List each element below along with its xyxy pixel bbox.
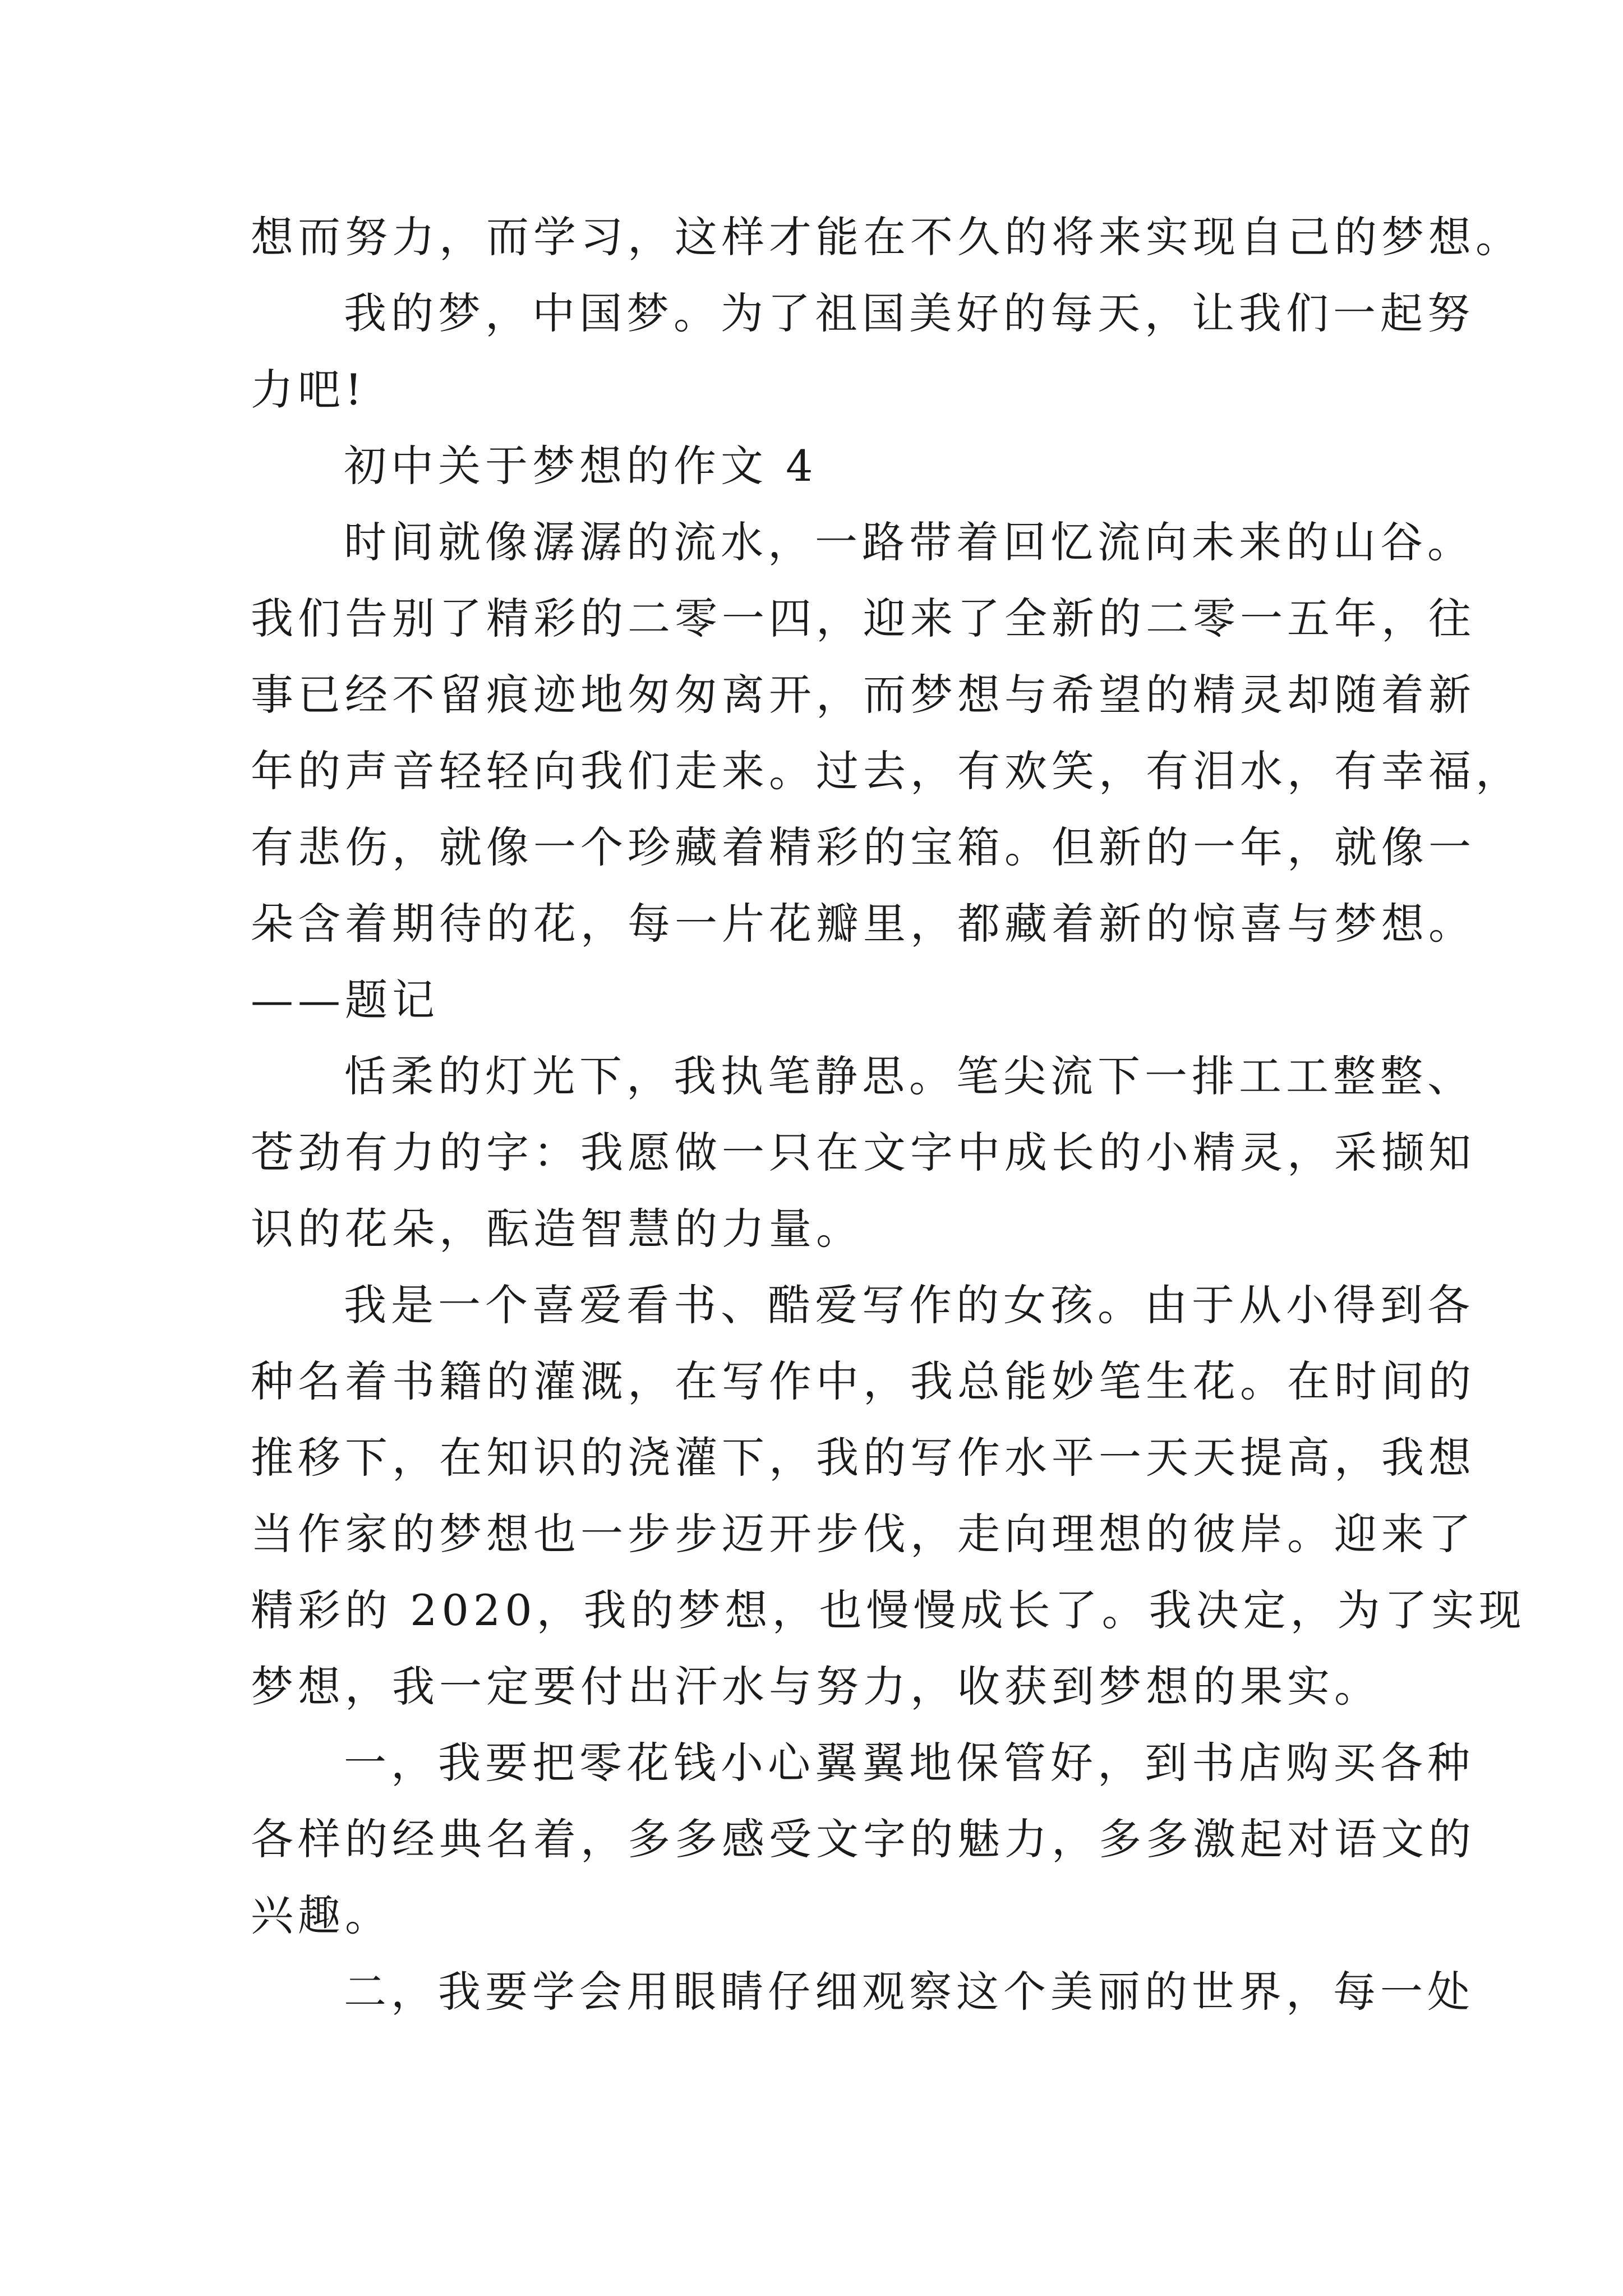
text-line: 年的声音轻轻向我们走来。过去，有欢笑，有泪水，有幸福， — [251, 746, 1523, 796]
section-heading — [251, 428, 1378, 504]
text-line: 想而努力，而学习，这样才能在不久的将来实现自己的梦想。 — [251, 212, 1523, 262]
paragraph-3 — [251, 504, 1523, 1038]
text-line: 有悲伤，就像一个珍藏着精彩的宝箱。但新的一年，就像一 — [251, 822, 1476, 872]
paragraph-6 — [251, 1725, 1476, 1954]
document-body — [251, 199, 1526, 2030]
text-line: 推移下，在知识的浇灌下，我的写作水平一天天提高，我想 — [251, 1433, 1476, 1483]
text-line: 恬柔的灯光下，我执笔静思。笔尖流下一排工工整整、 — [344, 1051, 1474, 1101]
paragraph-7 — [251, 1954, 1474, 2030]
epigraph-signature: ——题记 — [251, 975, 439, 1025]
text-line: 事已经不留痕迹地匆匆离开，而梦想与希望的精灵却随着新 — [251, 670, 1476, 720]
essay-title: 初中关于梦想的作文 4 — [344, 441, 818, 491]
text-line: 各样的经典名着，多多感受文字的魅力，多多激起对语文的 — [251, 1814, 1476, 1864]
text-line: 我是一个喜爱看书、酷爱写作的女孩。由于从小得到各 — [344, 1280, 1474, 1330]
text-line: 兴趣。 — [251, 1890, 392, 1940]
paragraph-5 — [251, 1267, 1526, 1725]
text-line: 朵含着期待的花，每一片花瓣里，都藏着新的惊喜与梦想。 — [251, 899, 1476, 949]
text-line: 种名着书籍的灌溉，在写作中，我总能妙笔生花。在时间的 — [251, 1356, 1476, 1406]
paragraph-1 — [251, 199, 1523, 275]
text-line: 我们告别了精彩的二零一四，迎来了全新的二零一五年，往 — [251, 593, 1476, 643]
text-line: 识的花朵，酝造智慧的力量。 — [251, 1204, 863, 1254]
text-line: 当作家的梦想也一步步迈开步伐，走向理想的彼岸。迎来了 — [251, 1509, 1476, 1559]
text-line: 精彩的 2020，我的梦想，也慢慢成长了。我决定，为了实现 — [251, 1585, 1526, 1635]
paragraph-2 — [251, 275, 1474, 428]
text-line: 一，我要把零花钱小心翼翼地保管好，到书店购买各种 — [344, 1738, 1474, 1788]
text-line: 时间就像潺潺的流水，一路带着回忆流向未来的山谷。 — [344, 517, 1474, 567]
paragraph-4 — [251, 1038, 1476, 1267]
text-line: 力吧! — [251, 365, 367, 415]
text-line: 梦想，我一定要付出汗水与努力，收获到梦想的果实。 — [251, 1662, 1381, 1711]
text-line: 二，我要学会用眼睛仔细观察这个美丽的世界，每一处 — [344, 1967, 1474, 2017]
text-line: 苍劲有力的字：我愿做一只在文字中成长的小精灵，采撷知 — [251, 1128, 1476, 1177]
text-line: 我的梦，中国梦。为了祖国美好的每天，让我们一起努 — [344, 288, 1474, 338]
